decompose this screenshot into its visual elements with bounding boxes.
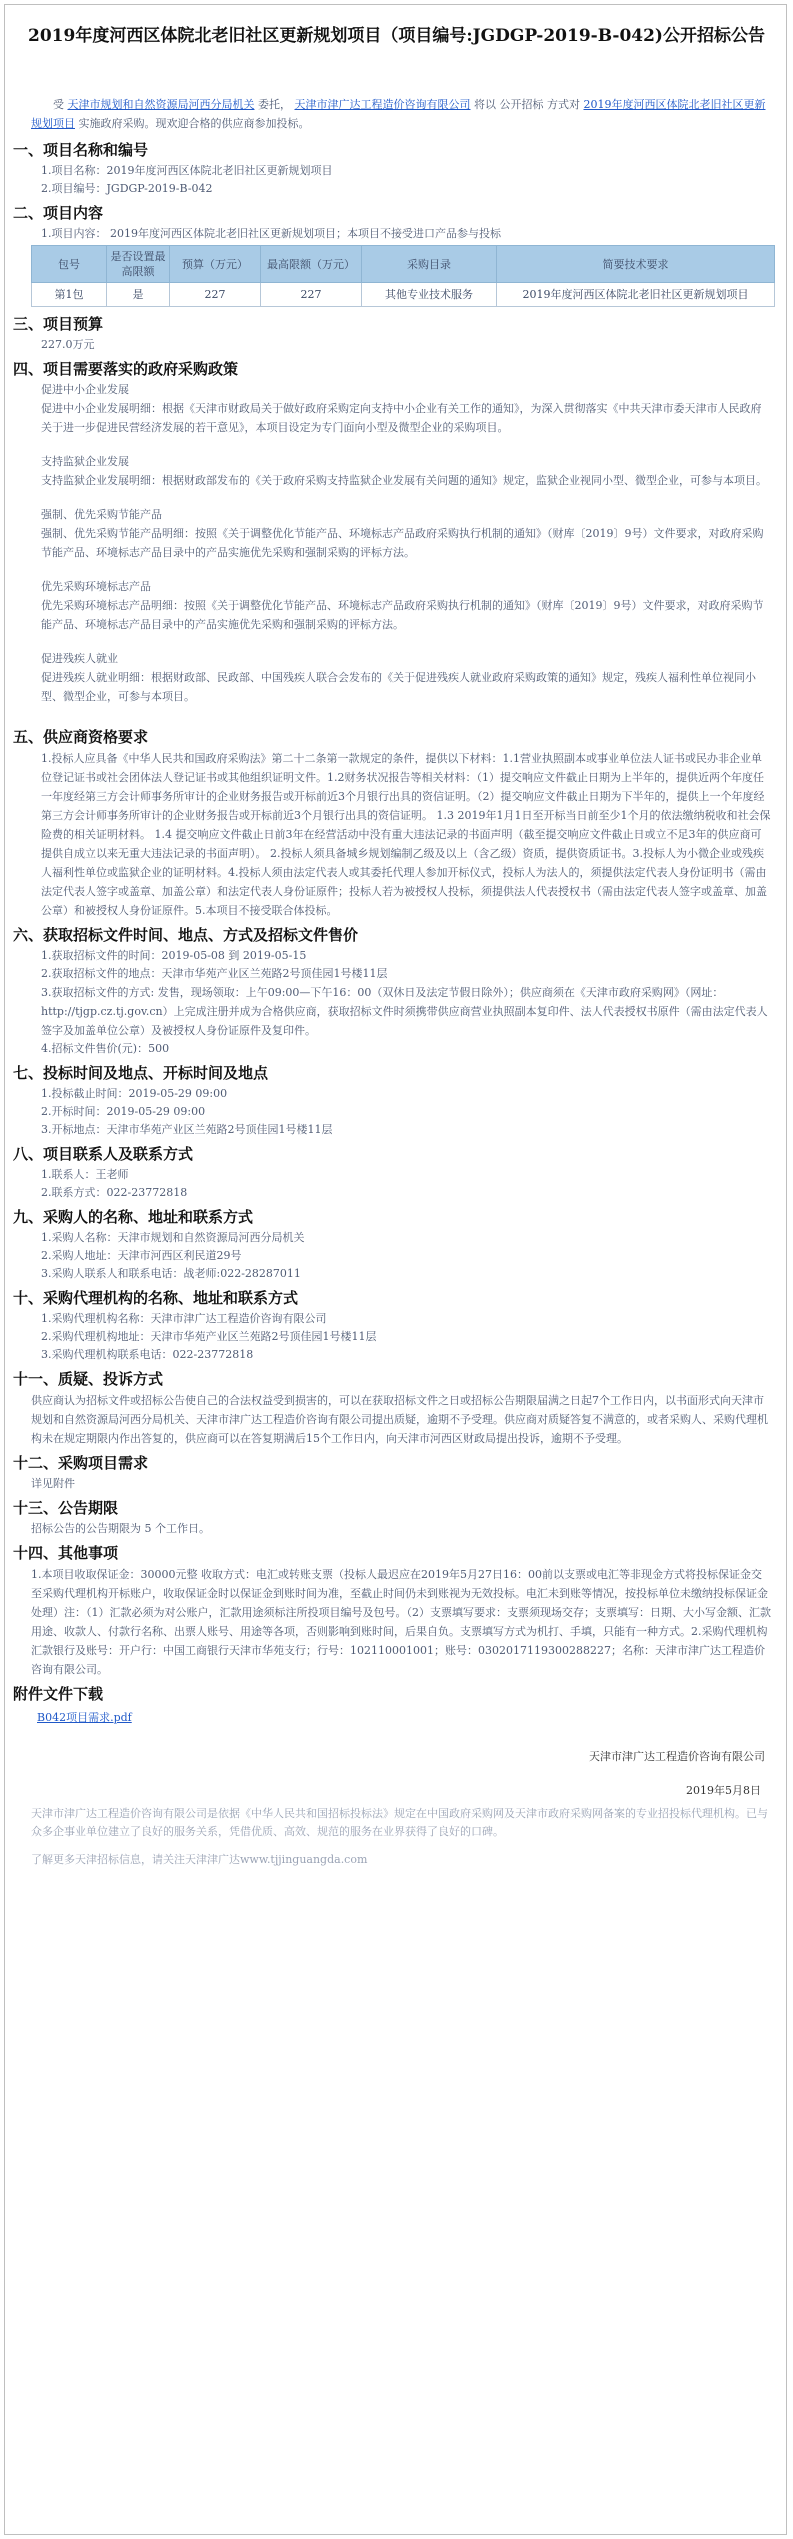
section-7-heading: 七、投标时间及地点、开标时间及地点 [13, 1064, 269, 1082]
requirements-value: 详见附件 [31, 1477, 75, 1490]
announcement-page [4, 4, 787, 2535]
agency-phone: 3.采购代理机构联系电话：022-23772818 [41, 1348, 254, 1361]
budget-value: 227.0万元 [41, 338, 95, 351]
policy-title-disabled: 促进残疾人就业 [41, 652, 118, 665]
policy-text-disabled: 促进残疾人就业明细：根据财政部、民政部、中国残疾人联合会发布的《关于促进残疾人就业政府采购政策的通知》规定，残疾人福利性单位视同小型、微型企业，可参与本项目。 [41, 671, 756, 703]
col-header-limit: 最高限额（万元） [261, 246, 362, 283]
bid-deadline: 1.投标截止时间：2019-05-29 09:00 [41, 1087, 228, 1100]
project-contact [31, 1166, 771, 1202]
col-header-has-limit: 是否设置最高限额 [107, 246, 170, 283]
package-table-header-row [32, 246, 775, 283]
project-name-line: 1.项目名称：2019年度河西区体院北老旧社区更新规划项目 [41, 164, 333, 177]
policy-text-env: 优先采购环境标志产品明细：按照《关于调整优化节能产品、环境标志产品政府采购执行机制的通知》（财库〔2019〕9号）文件要求，对政府采购节能产品、环境标志产品目录中的产品实施优先采购和强制采购的评标方法。 [41, 599, 764, 631]
footer-website-link[interactable]: 了解更多天津招标信息，请关注天津津广达www.tjjinguangda.com [31, 1853, 368, 1866]
package-table [31, 245, 775, 307]
other-matters-text: 1.本项目收取保证金：30000元整 收取方式：电汇或转账支票（投标人最迟应在2019年5月27日16：00前以支票或电汇等非现金方式将投标保证金交至采购代理机构开标账户，收取保证金时以保证金到账时间为准，至截止时间仍未到账视为无效投标。电汇未到账等情况，按投标单位未缴纳投标保证金处理）注：（1）汇款必须为对公账户，汇款用途须标注所投项目编号及包号。（2）支票填写要求：支票须现场交存；支票填写：日期、大小写金额、汇款用途、收款人、付款行名称、出票人账号、用途等各项，否则影响到账时间，后果自负。支票填写方式为机打、手填，只能有一种方式。2.采购代理机构汇款银行及账号：开户行：中国工商银行天津市华苑支行；行号：102110001001；账号：0302017119300288227；名称：天津市津广达工程造价咨询有限公司。 [31, 1568, 771, 1676]
col-header-budget: 预算（万元） [170, 246, 261, 283]
agency-address: 2.采购代理机构地址：天津市华苑产业区兰苑路2号顶佳园1号楼11层 [41, 1330, 377, 1343]
purchaser-address: 2.采购人地址：天津市河西区利民道29号 [41, 1249, 242, 1262]
section-4-heading: 四、项目需要落实的政府采购政策 [13, 360, 239, 378]
opening-place: 3.开标地点：天津市华苑产业区兰苑路2号顶佳园1号楼11层 [41, 1123, 333, 1136]
agency-link[interactable]: 天津市津广达工程造价咨询有限公司 [294, 98, 471, 111]
cell-limit: 227 [261, 283, 362, 307]
acquisition-time: 1.获取招标文件的时间：2019-05-08 到 2019-05-15 [41, 949, 307, 962]
intro-suffix: 实施政府采购。现欢迎合格的供应商参加投标。 [78, 117, 310, 130]
section-3-heading: 三、项目预算 [13, 315, 104, 333]
policy-list [31, 381, 771, 706]
policy-text-energy: 强制、优先采购节能产品明细：按照《关于调整优化节能产品、环境标志产品政府采购执行机制的通知》（财库〔2019〕9号）文件要求，对政府采购节能产品、环境标志产品目录中的产品实施优先采购和强制采购的评标方法。 [41, 527, 764, 559]
announcement-body [13, 95, 771, 1869]
complaint-text: 供应商认为招标文件或招标公告使自己的合法权益受到损害的，可以在获取招标文件之日或招标公告期限届满之日起7个工作日内，以书面形式向天津市规划和自然资源局河西分局机关、天津市津广达工程造价咨询有限公司提出质疑，逾期不予受理。供应商对质疑答复不满意的，或者采购人、采购代理机构未在规定期限内作出答复的，供应商可以在答复期满后15个工作日内，向天津市河西区财政局提出投诉，逾期不予受理。 [31, 1394, 768, 1445]
bid-schedule [31, 1085, 771, 1139]
section-5-heading: 五、供应商资格要求 [13, 728, 149, 746]
cell-tech: 2019年度河西区体院北老旧社区更新规划项目 [497, 283, 775, 307]
purchaser-name: 1.采购人名称：天津市规划和自然资源局河西分局机关 [41, 1231, 305, 1244]
client-link[interactable]: 天津市规划和自然资源局河西分局机关 [67, 98, 255, 111]
attachment-file-link[interactable]: B042项目需求.pdf [37, 1711, 132, 1724]
policy-text-sme: 促进中小企业发展明细：根据《天津市财政局关于做好政府采购定向支持中小企业有关工作的通知》，为深入贯彻落实《中共天津市委天津市人民政府关于进一步促进民营经济发展的若干意见》，本项目设定为专门面向小型及微型企业的采购项目。 [41, 402, 762, 434]
policy-title-prison: 支持监狱企业发展 [41, 455, 129, 468]
col-header-catalog: 采购目录 [362, 246, 497, 283]
intro-mid2: 将以 公开招标 方式对 [474, 98, 580, 111]
acquisition-place: 2.获取招标文件的地点：天津市华苑产业区兰苑路2号顶佳园1号楼11层 [41, 967, 388, 980]
section-14-heading: 十四、其他事项 [13, 1544, 119, 1562]
agency-info [31, 1310, 771, 1364]
policy-title-sme: 促进中小企业发展 [41, 383, 129, 396]
project-content-line: 1.项目内容： 2019年度河西区体院北老旧社区更新规划项目；本项目不接受进口产品参与投标 [41, 227, 501, 240]
cell-has-limit: 是 [107, 283, 170, 307]
section-12-heading: 十二、采购项目需求 [13, 1454, 149, 1472]
section-2-heading: 二、项目内容 [13, 204, 104, 222]
section-10-heading: 十、采购代理机构的名称、地址和联系方式 [13, 1289, 299, 1307]
section-1-heading: 一、项目名称和编号 [13, 141, 149, 159]
attachments-heading: 附件文件下载 [13, 1685, 104, 1703]
footer-description: 天津市津广达工程造价咨询有限公司是依据《中华人民共和国招标投标法》规定在中国政府采购网及天津市政府采购网备案的专业招投标代理机构。已与众多企事业单位建立了良好的服务关系，凭借优质、高效、规范的服务在业界获得了良好的口碑。 [31, 1807, 768, 1838]
notice-period-value: 招标公告的公告期限为 5 个工作日。 [31, 1522, 210, 1535]
document-acquisition [31, 947, 771, 1058]
project-link[interactable]: 2019年度河西区体院北老旧社区更新规划项目 [31, 98, 766, 130]
contact-phone: 2.联系方式：022-23772818 [41, 1186, 188, 1199]
cell-budget: 227 [170, 283, 261, 307]
qualification-text: 1.投标人应具备《中华人民共和国政府采购法》第二十二条第一款规定的条件，提供以下材料：1.1营业执照副本或事业单位法人证书或民办非企业单位登记证书或社会团体法人登记证书或其他组织证明文件。1.2财务状况报告等相关材料：（1）提交响应文件截止日期为上半年的，提供近两个年度任一年度经第三方会计师事务所审计的企业财务报告或开标前近3个月银行出具的资信证明。（2）提交响应文件截止日期为下半年的，提供上一个年度经第三方会计师事务所审计的企业财务报告或开标前近3个月银行出具的资信证明。 1.3 2019年1月1日至开标当日前至少1个月的依法缴纳税收和社会保险费的相关证明材料。 1.4 提交响应文件截止日前3年在经营活动中没有重大违法记录的书面声明（截至提交响应文件截止日或立不足3年的供应商可提供自成立以来无重大违法记录的书面声明）。 2.投标人须具备城乡规划编制乙级及以上（含乙级）资质，提供资质证书。3.投标人为小微企业或残疾人福利性单位或监狱企业的证明材料。4.投标人须由法定代表人或其委托代理人参加开标仪式，投标人为法人的，须提供法定代表人身份证明书（需由法定代表人签字或盖章、加盖公章）和法定代表人身份证原件；投标人若为被授权人投标，须提供法人代表授权书（需由法定代表人签字或盖章、加盖公章）和被授权人身份证原件。5.本项目不接受联合体投标。 [41, 752, 771, 917]
section-11-heading: 十一、质疑、投诉方式 [13, 1370, 164, 1388]
document-price: 4.招标文件售价(元)：500 [41, 1042, 170, 1055]
col-header-tech: 简要技术要求 [497, 246, 775, 283]
policy-text-prison: 支持监狱企业发展明细：根据财政部发布的《关于政府采购支持监狱企业发展有关问题的通知》规定，监狱企业视同小型、微型企业，可参与本项目。 [41, 474, 767, 487]
intro-prefix: 受 [53, 98, 64, 111]
contact-person: 1.联系人：王老师 [41, 1168, 129, 1181]
agency-name: 1.采购代理机构名称：天津市津广达工程造价咨询有限公司 [41, 1312, 327, 1325]
table-row [32, 283, 775, 307]
purchaser-contact: 3.采购人联系人和联系电话：战老师:022-28287011 [41, 1267, 301, 1280]
cell-package: 第1包 [32, 283, 107, 307]
signature-company: 天津市津广达工程造价咨询有限公司 [589, 1750, 765, 1763]
project-number-line: 2.项目编号：JGDGP-2019-B-042 [41, 182, 213, 195]
acquisition-method: 3.获取招标文件的方式: 发售，现场领取：上午09:00—下午16：00（双休日及法定节假日除外）；供应商须在《天津市政府采购网》（网址：http://tjgp.cz.tj.gov.cn）上完成注册并成为合格供应商，获取招标文件时须携带供应商营业执照副本复印件、法人代表授权书原件（需由法定代表人签字及加盖单位公章）及被授权人身份证原件及复印件。 [41, 986, 768, 1037]
section-6-heading: 六、获取招标文件时间、地点、方式及招标文件售价 [13, 926, 359, 944]
policy-title-env: 优先采购环境标志产品 [41, 580, 151, 593]
cell-catalog: 其他专业技术服务 [362, 283, 497, 307]
signature-date: 2019年5月8日 [686, 1784, 761, 1797]
col-header-package: 包号 [32, 246, 107, 283]
intro-paragraph [31, 95, 771, 133]
opening-time: 2.开标时间：2019-05-29 09:00 [41, 1105, 206, 1118]
purchaser-info [31, 1229, 771, 1283]
intro-mid1: 委托， [258, 98, 291, 111]
page-title: 2019年度河西区体院北老旧社区更新规划项目（项目编号:JGDGP-2019-B-042)公开招标公告 [28, 26, 765, 46]
section-13-heading: 十三、公告期限 [13, 1499, 119, 1517]
section-8-heading: 八、项目联系人及联系方式 [13, 1145, 194, 1163]
section-9-heading: 九、采购人的名称、地址和联系方式 [13, 1208, 254, 1226]
policy-title-energy: 强制、优先采购节能产品 [41, 508, 162, 521]
